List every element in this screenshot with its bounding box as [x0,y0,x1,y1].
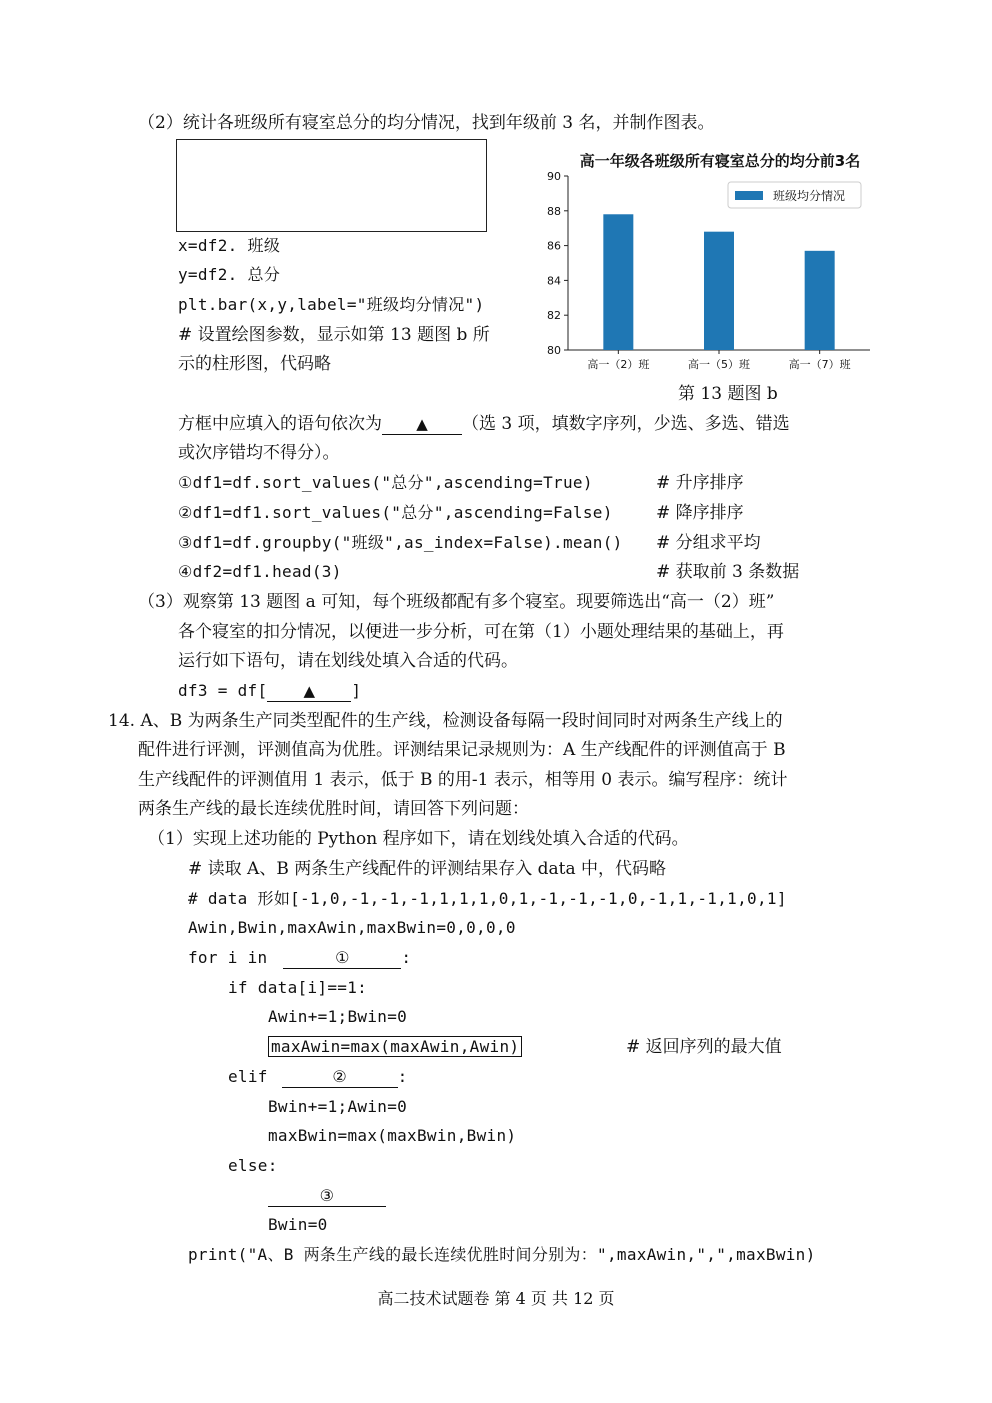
code-line: y=df2. 总分 [178,265,281,284]
code-line: print("A、B 两条生产线的最长连续优胜时间分别为：",maxAwin,",",maxBwin) [188,1245,816,1264]
question-line: 或次序错均不得分）。 [178,443,340,463]
df3-code-line [178,680,361,702]
q14-line: 14. A、B 为两条生产同类型配件的生产线，检测设备每隔一段时间同时对两条生产线上的 [108,711,783,731]
code-line: else: [228,1156,278,1175]
triangle-icon: ▲ [303,682,316,700]
blank-3-line [268,1185,386,1207]
code-comment: # data 形如[-1,0,-1,-1,-1,1,1,1,0,1,-1,-1,-1,0,-1,1,-1,1,0,1] [188,889,787,908]
boxed-code-line [268,1036,522,1058]
y-tick-label: 82 [547,309,561,323]
blank-3[interactable] [268,1186,386,1207]
q14-line: 配件进行评测，评测值高为优胜。评测结果记录规则为：A 生产线配件的评测值高于 B [138,740,786,760]
elif-line [228,1066,408,1088]
q14-line: 生产线配件的评测值用 1 表示，低于 B 的用-1 表示，相等用 0 表示。编写程序：统计 [138,770,788,790]
code-line: Awin,Bwin,maxAwin,maxBwin=0,0,0,0 [188,918,516,937]
legend-label: 班级均分情况 [773,189,846,203]
blank-2[interactable] [282,1067,398,1088]
answer-box-empty [176,139,487,232]
question-text: 方框中应填入的语句依次为 [178,414,382,434]
bar [704,232,734,350]
y-tick-label: 88 [547,204,561,218]
q14-sub1: （1）实现上述功能的 Python 程序如下，请在划线处填入合适的代码。 [148,829,689,849]
code-suffix: ] [351,681,362,700]
blank-number: ② [332,1067,347,1086]
answer-blank[interactable] [382,414,462,435]
option-comment: # 获取前 3 条数据 [656,562,800,582]
figure-caption: 第 13 题图 b [678,384,778,404]
option-code: ②df1=df1.sort_values("总分",ascending=False) [178,503,613,522]
option-comment: # 分组求平均 [656,533,761,553]
q13-3-line: （3）观察第 13 题图 a 可知，每个班级都配有多个寝室。现要筛选出“高一（2）班” [138,592,775,612]
option-comment: # 升序排序 [656,473,744,493]
q14-line: 两条生产线的最长连续优胜时间，请回答下列问题： [138,799,529,819]
code-line: plt.bar(x,y,label="班级均分情况") [178,295,485,314]
q13-2-intro: （2）统计各班级所有寝室总分的均分情况，找到年级前 3 名，并制作图表。 [138,113,715,133]
code-comment: # 返回序列的最大值 [626,1037,782,1057]
question-text: （选 3 项，填数字序列，少选、多选、错选 [462,414,790,434]
code-line: x=df2. 班级 [178,236,281,255]
legend-swatch [735,191,763,200]
blank-number: ③ [319,1186,335,1205]
code-line: Bwin+=1;Awin=0 [268,1097,408,1116]
answer-blank[interactable] [267,681,351,702]
option-comment: # 降序排序 [656,503,744,523]
bar-chart [530,146,890,382]
blank-number: ① [335,948,350,967]
boxed-code: maxAwin=max(maxAwin,Awin) [268,1036,522,1057]
triangle-icon: ▲ [416,415,428,433]
code-prefix: for i in [188,948,268,967]
code-line: Bwin=0 [268,1215,328,1234]
bar [603,214,633,350]
code-prefix: df3 = df[ [178,681,268,700]
colon: : [397,1067,408,1086]
code-comment: # 读取 A、B 两条生产线配件的评测结果存入 data 中，代码略 [188,859,667,879]
y-tick-label: 84 [547,274,561,288]
colon: : [401,948,412,967]
code-comment: 示的柱形图，代码略 [178,354,331,374]
y-tick-label: 80 [547,344,561,357]
page-footer: 高二技术试题卷 第 4 页 共 12 页 [377,1289,615,1308]
option-code: ①df1=df.sort_values("总分",ascending=True) [178,473,593,492]
code-comment: # 设置绘图参数，显示如第 13 题图 b 所 [178,325,490,345]
code-line: if data[i]==1: [228,978,368,997]
y-tick-label: 86 [547,239,561,253]
option-code: ④df2=df1.head(3) [178,562,342,581]
code-prefix: elif [228,1067,268,1086]
y-tick-label: 90 [547,170,561,183]
x-tick-label: 高一（5）班 [688,358,750,371]
code-line: Awin+=1;Bwin=0 [268,1007,408,1026]
x-tick-label: 高一（7）班 [788,358,851,371]
question-line [178,413,790,435]
q13-3-line: 运行如下语句，请在划线处填入合适的代码。 [178,651,518,671]
blank-1[interactable] [283,948,401,969]
chart-title: 高一年级各班级所有寝室总分的均分前3名 [579,152,861,170]
option-code: ③df1=df.groupby("班级",as_index=False).mean() [178,533,623,552]
x-tick-label: 高一（2）班 [587,358,650,371]
q13-3-line: 各个寝室的扣分情况，以便进一步分析，可在第（1）小题处理结果的基础上，再 [178,622,784,642]
for-line [188,947,411,969]
bar [805,251,835,350]
code-line: maxBwin=max(maxBwin,Bwin) [268,1126,517,1145]
